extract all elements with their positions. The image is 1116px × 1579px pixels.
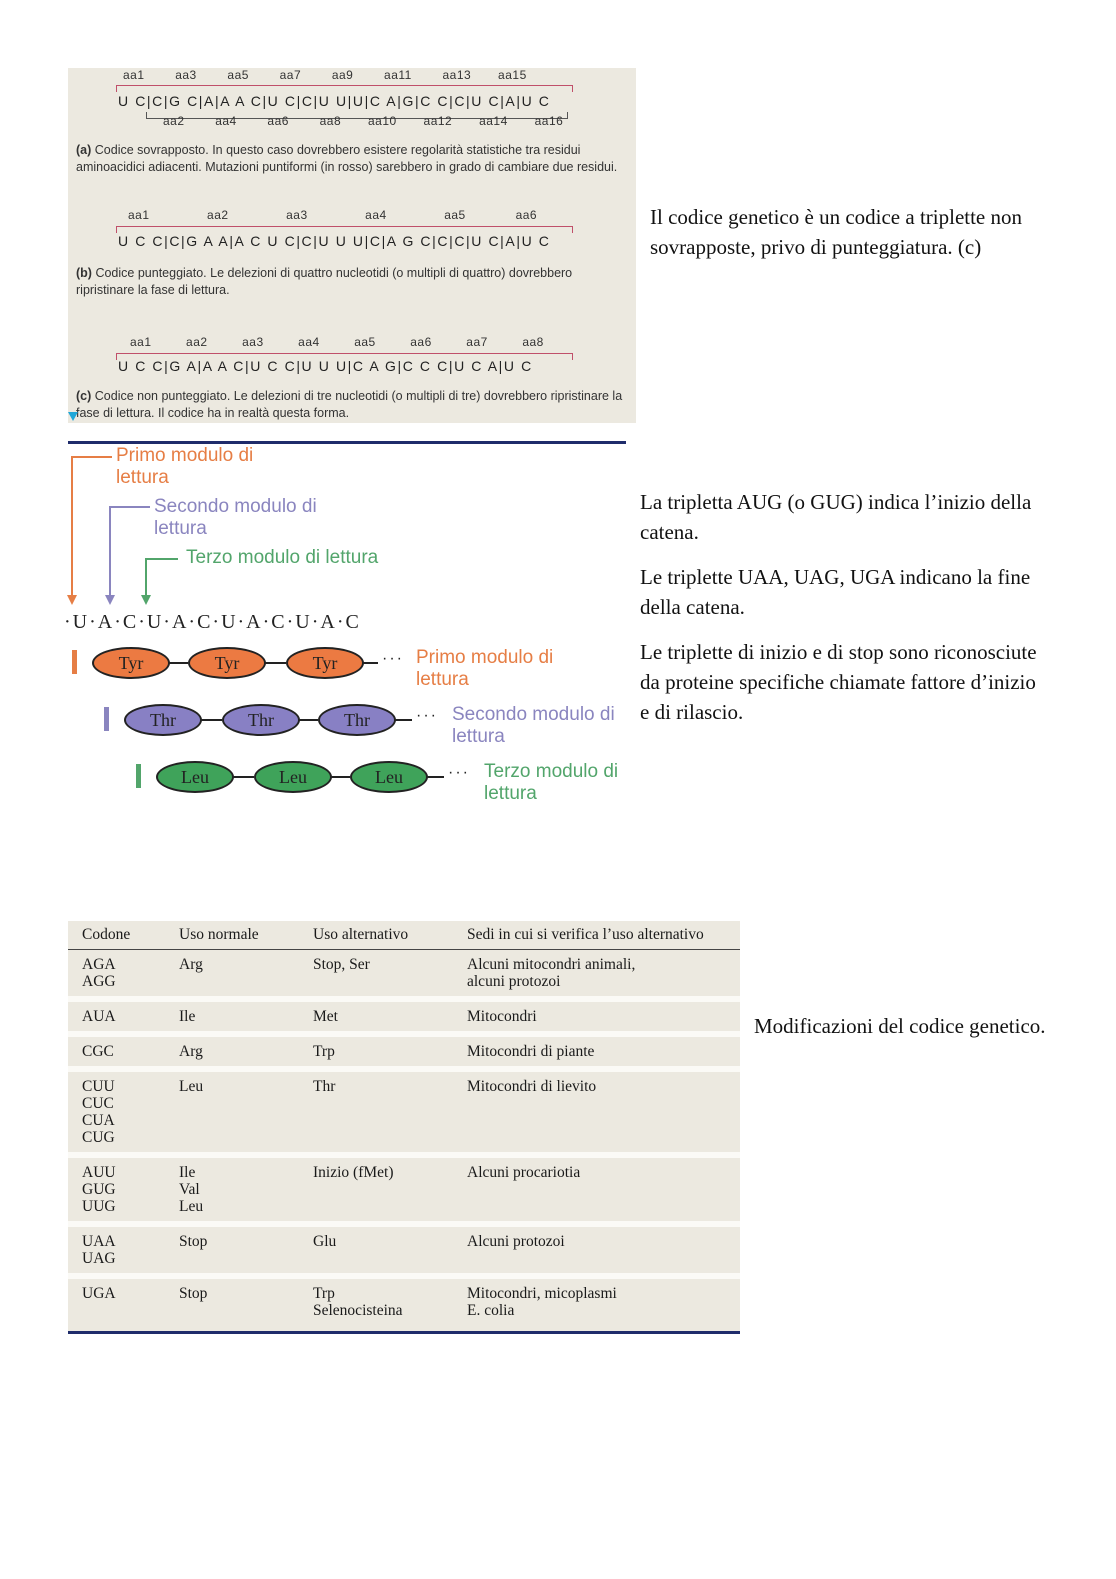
side-text-2 [640,487,1050,742]
aa-label: aa4 [215,114,237,128]
row-c-sequence: U C C|G A|A A C|U C C|U U U|C A G|C C C|U C A|U C [118,358,533,374]
leu-bead: Leu [350,761,428,793]
cell-codone: UGA [82,1285,116,1302]
continuation-dots: ··· [382,650,404,667]
second-frame-result-label: Secondo modulo di lettura [452,704,615,747]
row-c-top-labels [130,335,610,349]
aa-label: aa2 [186,335,208,349]
cell-uso-alternativo: Met [313,999,467,1034]
peptide-bond [232,776,254,778]
caption-b-text: Codice punteggiato. Le delezioni di quattro nucleotidi (o multipli di quattro) dovrebbero ripristinare la fase di lettura. [76,266,573,297]
third-frame-arrowhead [141,595,151,605]
stop-codon-paragraph: Le triplette UAA, UAG, UGA indicano la fine della catena. [640,565,1031,619]
rna-sequence: ·U·A·C·U·A·C·U·A·C·U·A·C [64,611,361,633]
aa-label: aa8 [319,114,342,128]
cell-sedi: Mitocondri, micoplasmi E. colia [467,1285,617,1319]
aa-label: aa5 [227,68,249,82]
cell-uso-alternativo: Stop, Ser [313,950,467,1000]
reading-frames-figure [60,445,640,815]
aa-label: aa2 [207,208,229,222]
column-header-sedi: Sedi in cui si verifica l’uso alternativo [467,921,740,950]
side-text-1-paragraph: Il codice genetico è un codice a triplette non sovrapposte, privo di punteggiatura. (c) [650,205,1023,259]
cell-uso-alternativo: Inizio (fMet) [313,1155,467,1224]
peptide-bond [394,719,412,721]
corner-marker-icon [68,412,78,421]
row-a-bottom-labels [163,114,633,128]
second-frame-arrow [110,507,150,603]
aa-label: aa5 [444,208,466,222]
aa-label: aa9 [331,68,354,82]
peptide-bond [200,719,222,721]
cell-sedi: Alcuni protozoi [467,1224,740,1276]
caption-a-text: Codice sovrapposto. In questo caso dovrebbero esistere regolarità statistiche tra residui aminoacidici adiacenti. Mutazioni puntiformi (in rosso) sarebbero in grado di cambiare due residui. [76,143,618,174]
first-frame-arrowhead [67,595,77,605]
aa-label: aa4 [365,208,387,222]
cell-codone: AGA AGG [68,950,179,1000]
aa-label: aa4 [298,335,320,349]
first-frame-result-label: Primo modulo di lettura [416,647,554,690]
thr-bead: Thr [222,704,300,736]
column-header-uso-alternativo: Uso alternativo [313,921,467,950]
table-row [68,1224,740,1276]
cell-uso-normale: Stop [179,1285,208,1302]
peptide-bond [298,719,318,721]
aa-label: aa6 [267,114,289,128]
punctuated-bracket [116,226,573,233]
continuation-dots: ··· [416,707,438,724]
overlap-bracket [116,85,573,92]
reading-code-figure [68,68,636,423]
second-frame-label: Secondo modulo di lettura [154,496,317,539]
side-text-3-paragraph: Modificazioni del codice genetico. [754,1014,1046,1038]
aa-label: aa5 [354,335,376,349]
cell-uso-normale: Ile Val Leu [179,1155,313,1224]
aa-label: aa3 [286,208,308,222]
third-frame-label: Terzo modulo di lettura [186,547,379,568]
table-row [68,1276,740,1325]
aa-label: aa13 [442,68,472,82]
cell-codone: UAA UAG [68,1224,179,1276]
continuation-dots: ··· [448,764,470,781]
cell-sedi: Mitocondri di lievito [467,1069,740,1155]
cell-uso-normale: Leu [179,1069,313,1155]
table-row [68,1069,740,1155]
table-header-row [68,921,740,950]
cell-sedi: Mitocondri [467,999,740,1034]
first-frame-arrow [72,457,112,603]
codon-table-figure [68,921,740,1331]
row-b-top-labels [128,208,608,222]
aa-label: aa15 [498,68,527,82]
aa-label: aa10 [367,114,397,128]
column-header-uso-normale: Uso normale [179,921,313,950]
cell-uso-alternativo: Thr [313,1069,467,1155]
cell-sedi: Alcuni mitocondri animali, alcuni protozoi [467,950,740,1000]
caption-a-label: (a) [76,143,92,157]
aa-label: aa8 [522,335,544,349]
third-frame-marker [136,764,141,788]
second-frame-marker [104,707,109,731]
cell-sedi: Alcuni procariotia [467,1155,740,1224]
caption-c [76,388,631,422]
tyr-bead: Tyr [92,647,170,679]
aa-label: aa6 [410,335,432,349]
leu-bead: Leu [254,761,332,793]
first-frame-marker [72,650,77,674]
cell-sedi: Mitocondri di piante [467,1034,740,1069]
row-a-sequence: U C|C|G C|A|A A C|U C|C|U U|U|C A|G|C C|C|U C|A|U C [118,93,551,109]
aa-label: aa3 [242,335,264,349]
aa-label: aa14 [479,114,508,128]
peptide-bond [426,776,444,778]
release-factor-paragraph: Le triplette di inizio e di stop sono riconosciute da proteine specifiche chiamate fattore d’inizio e di rilascio. [640,640,1037,724]
aa-label: aa7 [466,335,488,349]
cell-codone: AUA [68,999,179,1034]
cell-codone: AUU GUG UUG [68,1155,179,1224]
table-row [68,950,740,1000]
cell-uso-normale: Ile [179,999,313,1034]
aa-label: aa1 [123,68,145,82]
table-row [68,1034,740,1069]
tyr-bead: Tyr [286,647,364,679]
caption-b-label: (b) [76,266,92,280]
thr-bead: Thr [124,704,202,736]
table-row [68,1155,740,1224]
third-frame-result-label: Terzo modulo di lettura [484,761,619,804]
start-codon-paragraph: La tripletta AUG (o GUG) indica l’inizio della catena. [640,490,1032,544]
caption-a [76,142,631,176]
aa-label: aa1 [130,335,152,349]
caption-c-label: (c) [76,389,92,403]
leu-bead: Leu [156,761,234,793]
third-frame-arrow [146,559,178,603]
cell-codone: CGC [68,1034,179,1069]
thr-bead: Thr [318,704,396,736]
codon-table [68,921,740,1325]
tyr-bead: Tyr [188,647,266,679]
caption-c-text: Codice non punteggiato. Le delezioni di tre nucleotidi (o multipli di tre) dovrebbero ripristinare la fase di lettura. Il codice ha in realtà questa forma. [76,389,623,420]
caption-b [76,265,631,299]
table-divider [68,1331,740,1334]
cell-uso-alternativo: Glu [313,1224,467,1276]
table-row [68,999,740,1034]
cell-uso-normale: Arg [179,1034,313,1069]
aa-label: aa6 [515,208,538,222]
cell-codone: CUU CUC CUA CUG [68,1069,179,1155]
cell-uso-alternativo: Trp [313,1034,467,1069]
second-frame-arrowhead [105,595,115,605]
peptide-bond [264,662,286,664]
aa-label: aa16 [534,114,564,128]
aa-label: aa7 [279,68,302,82]
figure-divider [68,441,626,444]
aa-label: aa1 [128,208,150,222]
column-header-codone: Codone [68,921,179,950]
peptide-bond [330,776,350,778]
row-b-sequence: U C C|C|G A A|A C U C|C|U U U|C|A G C|C|C|U C|A|U C [118,233,551,249]
aa-label: aa11 [384,68,412,82]
aa-label: aa12 [423,114,453,128]
aa-label: aa3 [175,68,197,82]
first-frame-label: Primo modulo di lettura [116,445,254,488]
aa-label: aa2 [163,114,185,128]
peptide-bond [168,662,188,664]
row-a-top-labels [123,68,623,82]
side-text-3 [754,1011,1054,1056]
cell-uso-normale: Stop [179,1224,313,1276]
cell-uso-normale: Arg [179,950,313,1000]
peptide-bond [362,662,378,664]
side-text-1 [650,202,1050,277]
cell-uso-alternativo: Trp Selenocisteina [313,1285,403,1319]
